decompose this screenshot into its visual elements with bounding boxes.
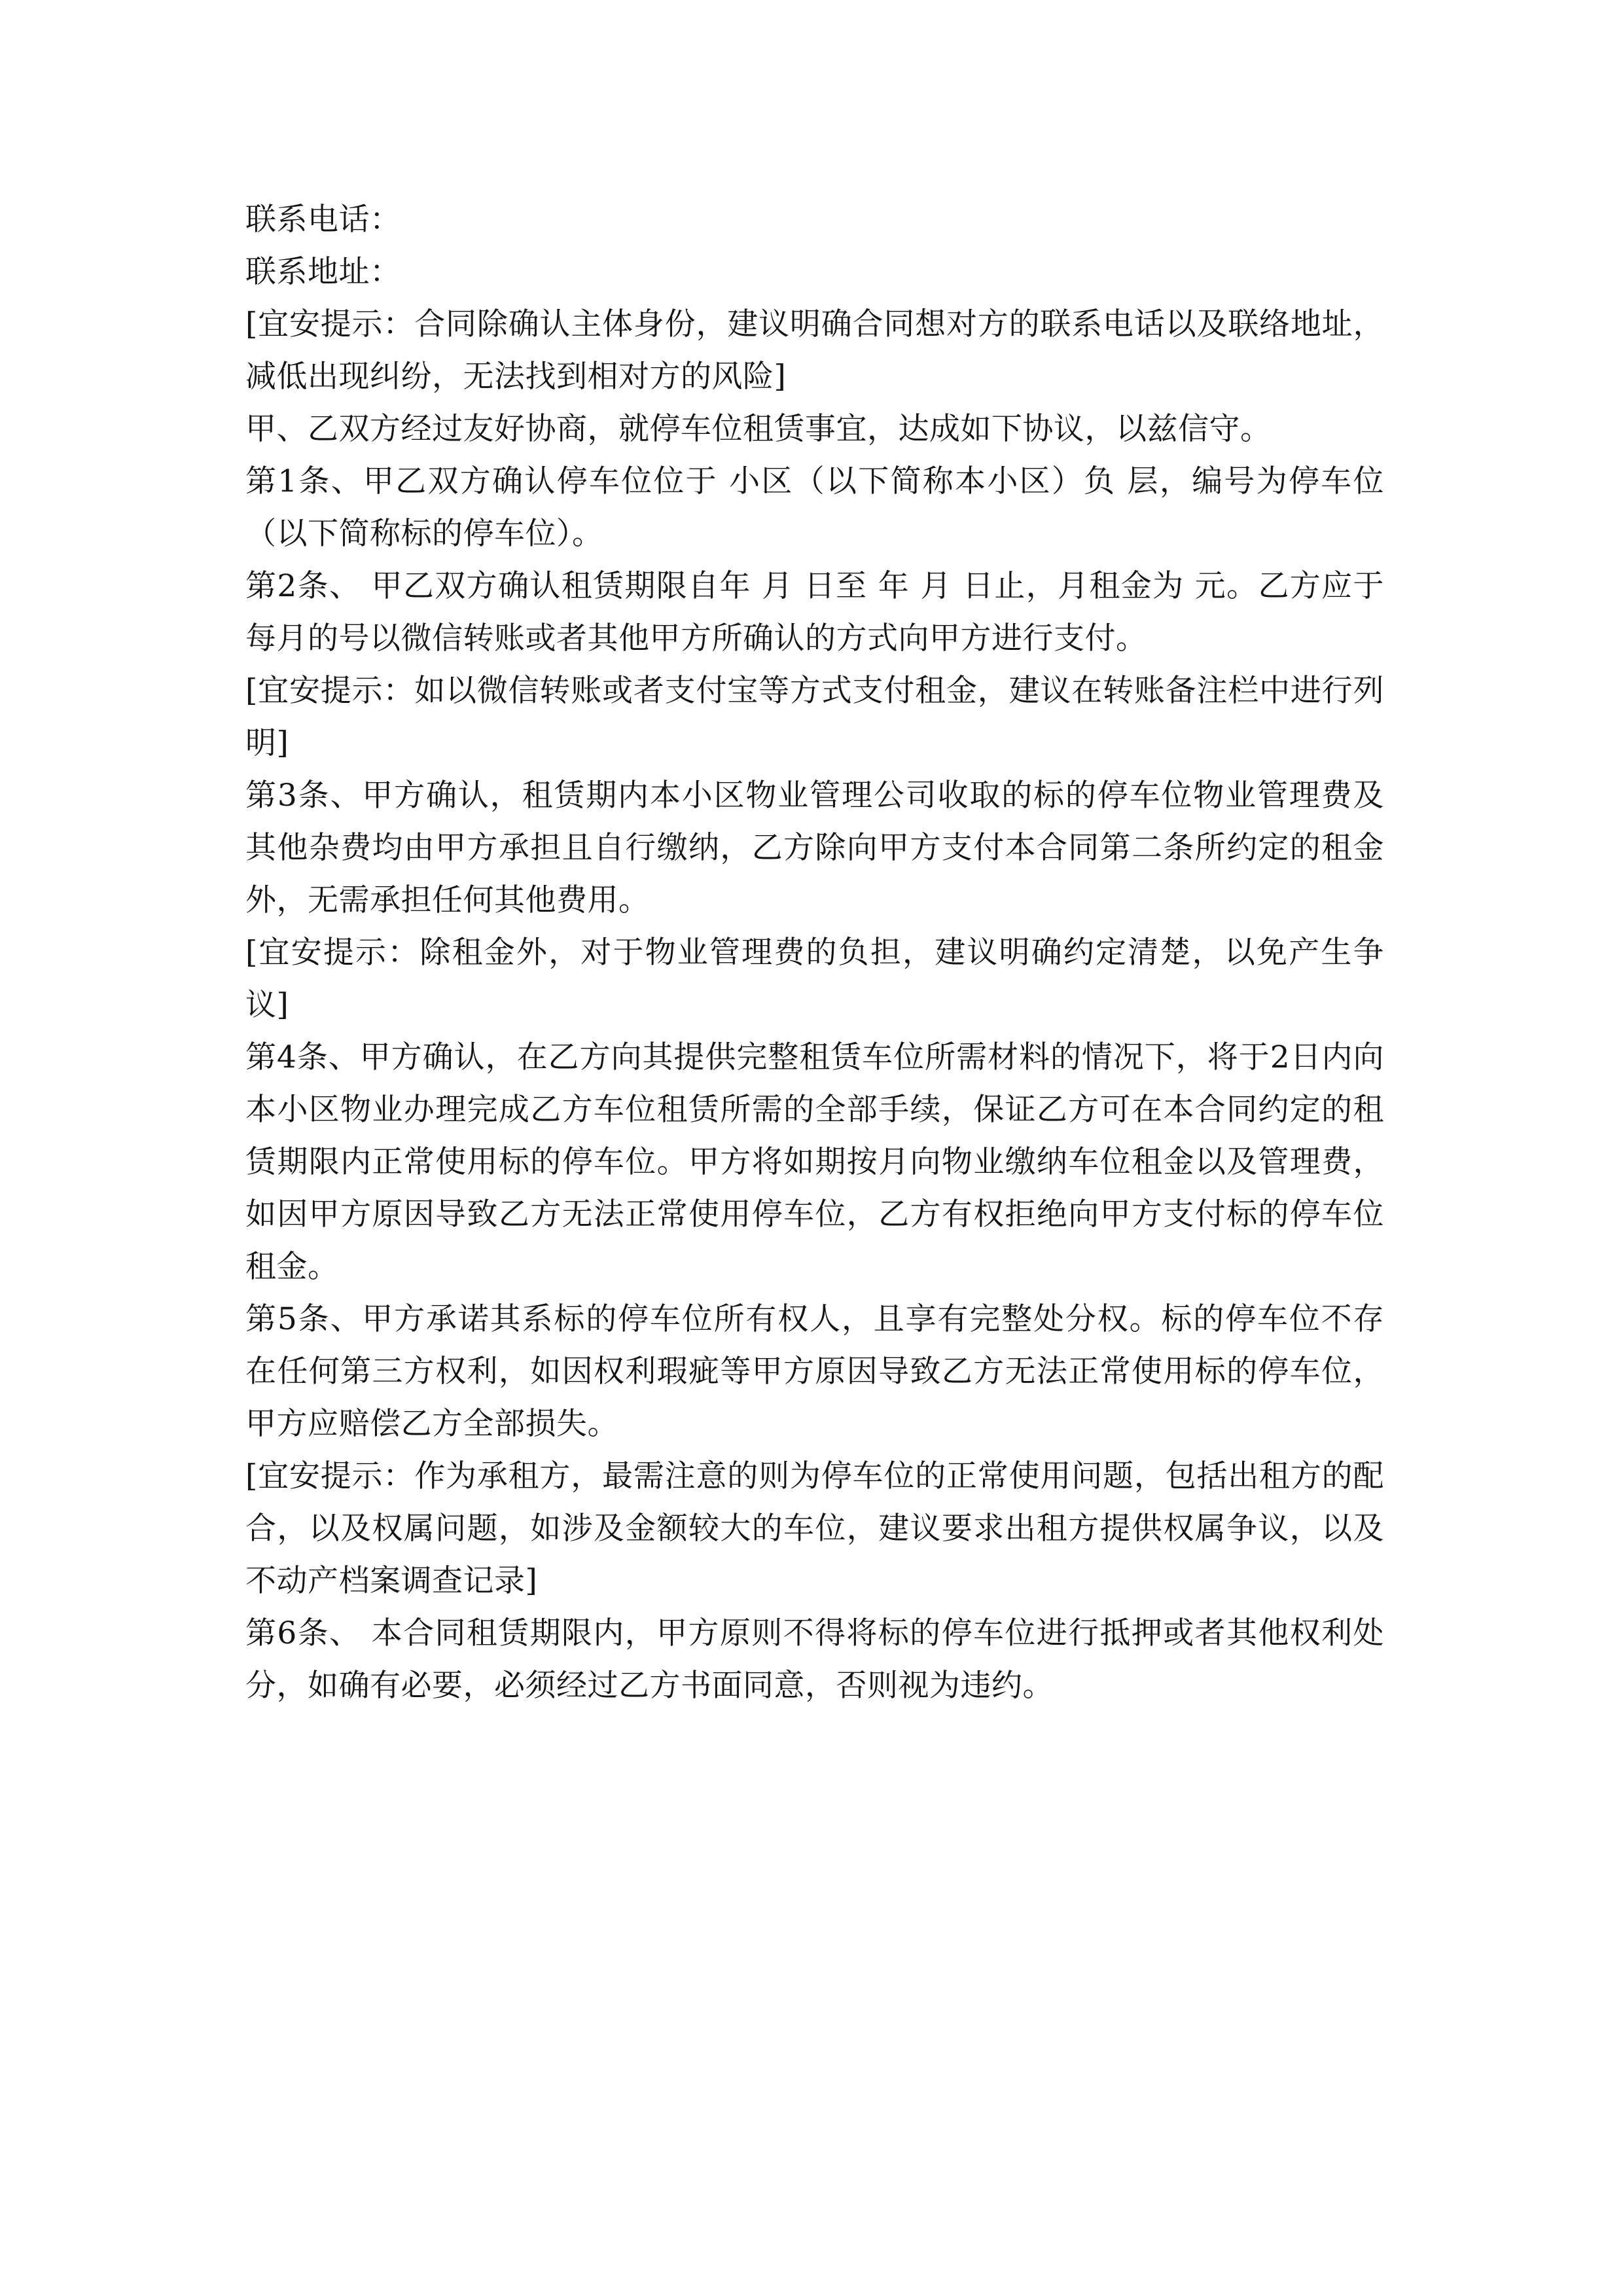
clause-3: 第3条、甲方确认，租赁期内本小区物业管理公司收取的标的停车位物业管理费及其他杂费均由甲方承担且自行缴纳，乙方除向甲方支付本合同第二条所约定的租金外，无需承担任何其他费用。 [245, 778, 1384, 918]
tip-payment: [宜安提示：如以微信转账或者支付宝等方式支付租金，建议在转账备注栏中进行列明] [245, 673, 1384, 761]
clause-6: 第6条、 本合同租赁期限内，甲方原则不得将标的停车位进行抵押或者其他权利处分，如确有必要，必须经过乙方书面同意，否则视为违约。 [245, 1615, 1384, 1704]
document-body [245, 194, 1384, 1712]
contact-phone-line: 联系电话： [245, 202, 401, 238]
tip-contact-info: [宜安提示：合同除确认主体身份，建议明确合同想对方的联系电话以及联络地址，减低出现纠纷，无法找到相对方的风险] [245, 306, 1384, 395]
clause-5: 第5条、甲方承诺其系标的停车位所有权人，且享有完整处分权。标的停车位不存在任何第三方权利，如因权利瑕疵等甲方原因导致乙方无法正常使用标的停车位，甲方应赔偿乙方全部损失。 [245, 1301, 1384, 1442]
tip-management-fee: [宜安提示：除租金外，对于物业管理费的负担，建议明确约定清楚，以免产生争议] [245, 935, 1384, 1023]
clause-1: 第1条、甲乙双方确认停车位位于 小区（以下简称本小区）负 层，编号为停车位（以下简称标的停车位）。 [245, 463, 1384, 552]
tip-ownership: [宜安提示：作为承租方，最需注意的则为停车位的正常使用问题，包括出租方的配合，以及权属问题，如涉及金额较大的车位，建议要求出租方提供权属争议，以及不动产档案调查记录] [245, 1458, 1384, 1599]
agreement-preamble: 甲、乙双方经过友好协商，就停车位租赁事宜，达成如下协议，以兹信守。 [245, 411, 1272, 447]
contact-address-line: 联系地址： [245, 254, 401, 290]
clause-2: 第2条、 甲乙双方确认租赁期限自年 月 日至 年 月 日止，月租金为 元。乙方应于每月的号以微信转账或者其他甲方所确认的方式向甲方进行支付。 [245, 568, 1384, 656]
clause-4: 第4条、甲方确认，在乙方向其提供完整租赁车位所需材料的情况下，将于2日内向本小区物业办理完成乙方车位租赁所需的全部手续，保证乙方可在本合同约定的租赁期限内正常使用标的停车位。甲方将如期按月向物业缴纳车位租金以及管理费，如因甲方原因导致乙方无法正常使用停车位，乙方有权拒绝向甲方支付标的停车位租金。 [245, 1039, 1384, 1285]
